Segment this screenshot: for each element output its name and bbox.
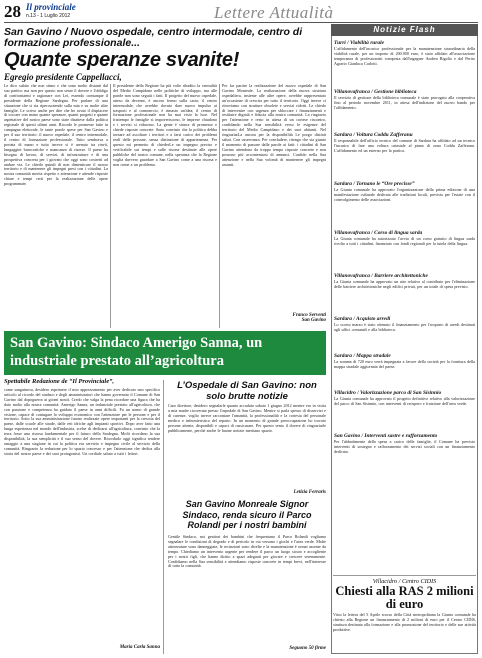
news-body: La Giunta comunale ha approvato l'organizzazione della prima edizione di una manifestazione culturale dedicata alle tradizioni locali, prevista per l'estate con il coinvolgimento delle associazioni. (334, 188, 475, 202)
sidebar-title: Notizie Flash (331, 24, 478, 36)
article4-body: Gentile Sindaco, noi genitori dei bambini che frequentano il Parco Rolandi vogliamo segnalare le condizioni di degrado e di pericolo in cui versano i giochi e l'area verde. Molte attrezzature sono danneggiate, le recinzioni sono divelte e la manutenzione è ormai assente da tempo. Chiediamo un intervento urgente per rendere il parco un luogo sicuro e accogliente per i nostri figli, che hanno diritto a spazi adeguati per giocare e crescere serenamente. Confidiamo nella Sua sensibilità e attendiamo risposte concrete in tempi brevi, nell'interesse di tutta la comunità. (168, 535, 326, 569)
article2-headline-box (4, 331, 326, 375)
article2-salutation: Spettabile Redazione de “Il Provinciale”, (4, 378, 114, 385)
news-heading: Sardara / Acquisto arredi (334, 316, 391, 322)
article2-headline: San Gavino: Sindaco Amerigo Sanna, un industriale prestato all’agricoltura (10, 335, 263, 369)
article2-body: come sanguinosa, desidero esprimere il mio apprezzamento per aver dedicato uno specifico articolo al ricordo del sindaco e degli amministratori che hanno governato il Comune di San Gavino dal dopoguerra ai giorni nostri. Credo che valga la pena ricordare una figura che ha dato molto alla nostra comunità: Amerigo Sanna, un industriale prestato all'agricoltura, che con passione e competenza ha guidato il paese in anni difficili. Fu un uomo di grande visione, capace di coniugare lo sviluppo economico con l'attenzione per le persone e per il territorio. Sotto la sua amministrazione furono realizzate opere importanti per la crescita del paese, dalle scuole alle strade, dalle reti idriche agli impianti sportivi. Dopo aver fatto una lunga esperienza nel mondo dell'industria, scelse di dedicarsi all'agricoltura, convinto che la terra fosse una risorsa fondamentale per il futuro della Sardegna. Molti ricordano la sua disponibilità, la sua semplicità e il suo senso del dovere. Ricordarlo oggi significa rendere omaggio a una stagione in cui la politica era servizio e impegno civile al servizio della comunità. Ringrazio la redazione per lo spazio concesso e per l'attenzione che dedica alla storia del nostro paese e dei suoi protagonisti. Un cordiale saluto a tutti i lettori. (4, 388, 160, 456)
feature-kicker: Villacidro / Centro CIDIS (372, 578, 437, 585)
news-body: La Giunta comunale ha autorizzato l'avvio di un corso gratuito di lingua sarda rivolto a tutti i cittadini, finanziato con fondi regionali per la tutela della lingua. (334, 237, 475, 246)
article3-signature: Letizia Ferraris (293, 490, 326, 495)
article3-title: L’Ospedale di San Gavino: non solo brutte notizie (177, 380, 317, 402)
article1-signature-place: San Gavino (301, 318, 326, 323)
news-heading: Sardara / Tornano le “Ore precisse” (334, 181, 415, 187)
column-divider (110, 84, 111, 328)
column-divider (163, 380, 164, 654)
article2-signature: Maria Carla Sanna (119, 645, 160, 650)
page-header (4, 2, 478, 24)
header-rule (4, 22, 478, 23)
article1-kicker: San Gavino / Nuovo ospedale, centro intermodale, centro di formazione professionale... (4, 26, 303, 49)
sidebar-feature (333, 575, 476, 658)
article1-signature-name: Franco Serventi (292, 313, 326, 318)
article1-body-col2: Il presidente della Regione ha più volte ribadito la centralità del Medio Campidano nelle politiche di sviluppo, ma alle parole non sono seguiti i fatti. Il progetto del nuovo ospedale, atteso da decenni, è ancora fermo sulla carta; il centro intermodale, che avrebbe dovuto dare nuovo impulso ai trasporti e al commercio, è rimasto un'idea; il centro di formazione professionale non ha mai visto la luce. Nel frattempo le famiglie si impoveriscono, le imprese chiudono e i servizi si riducono. La gente è stanca di promesse e chiede risposte concrete. Sono convinto che la politica debba tornare ad ascoltare i territori e a farsi carico dei problemi reali delle persone, senza distinzione di appartenenza. Per questo mi permetto di chiederLe un impegno preciso e verificabile sui tempi e sulle risorse destinate alle opere pubbliche del nostro comune, nella speranza che la Regione voglia davvero guardare a San Gavino come a una risorsa e non come a un problema. (113, 84, 217, 167)
news-heading: San Gavino / Interventi sastre e rafforzamento (334, 433, 438, 439)
page-number: 28 (4, 2, 21, 21)
article4-signature: Seguono 50 firme (289, 646, 326, 651)
article1-body-col1: Le dico subito che non stimo e che sono molto distanti dal suo partito: ma non per questo non sento il dovere e l'obbligo di confrontarmi e ragionare con Lei, essendo comunque il presidente della Regione Sardegna. Per parlare di una situazione che si sta ripercuotendo sulla mia e su molte altre famiglie. Le scrivo anche per dire che ho avuto il dispiacere di toccare con mano quante speranze, quanti progetti e quante aspettative del nostro paese sono state disattese dalla politica regionale di questi ultimi anni. Ricordo le promesse fatte in campagna elettorale, le tante parole spese per San Gavino e per il suo territorio: il nuovo ospedale, il centro intermodale, il centro di formazione professionale. Tutto sembrava a portata di mano e tutto invece si è arenato tra rinvii, lungaggini burocratiche e mancanza di risorse. Il paese ha bisogno di lavoro, di servizi, di infrastrutture e di una prospettiva concreta per i giovani che oggi sono costretti ad andare via. Le chiedo quindi di non dimenticare il nostro territorio e di mantenere gli impegni presi con i cittadini. La nostra comunità merita rispetto e attenzione e attende risposte chiare e tempi certi per la realizzazione delle opere programmate. (4, 84, 108, 187)
feature-body: Visto la lettera del 5 Aprile scorso della Città metropolitana la Giunta comunale ha chiesto alla Regione un finanziamento di 2 milioni di euro per il Centro CIDIS, struttura destinata alla formazione e alla promozione del territorio e delle sue attività produttive. (333, 613, 476, 632)
news-heading: Sardara / Mappa stradale (334, 353, 391, 359)
sidebar-news (334, 38, 475, 573)
news-heading: Villacidro / Valorizzazione parco di San Sisinnio (334, 390, 442, 396)
news-body: La somma di 720 euro verrà impegnata a favore della società per la fornitura della mappa stradale aggiornata del paese. (334, 360, 475, 369)
news-heading: Villanovafranca / Gestione biblioteca (334, 89, 417, 95)
article1-signature (222, 313, 326, 323)
article4-title: San Gavino Monreale Signor Sindaco, renda sicuro il Parco Rolandi per i nostri bambini (182, 499, 312, 530)
news-heading: Villanovafranca / Corso di lingua sarda (334, 230, 423, 236)
news-body: Per l'abbattimento della spesa a carico delle famiglie, il Comune ha previsto interventi di sostegno e rafforzamento dei servizi sociali con un finanziamento dedicato. (334, 440, 475, 454)
news-body: Lo scorso marzo è stato ottenuto il finanziamento per l'acquisto di arredi destinati agli uffici comunali e alla biblioteca. (334, 323, 475, 332)
article1-salutation: Egregio presidente Cappellacci, (4, 72, 122, 82)
news-heading: Sardara / Voltura Coddu Zafferanu (334, 132, 413, 138)
masthead-logo: Il provinciale (26, 2, 76, 12)
news-body: Il responsabile dell'ufficio tecnico del comune di Sardara ha affidato ad un tecnico l'incarico di fare una voltura catastale al piano di zona Coddu Zafferanu. L'affidamento ed un esterno per la pratica. (334, 139, 475, 153)
news-body: Il servizio di gestione della biblioteca comunale è stato prorogato alla cooperativa fino al periodo novembre 2011, in attesa dell'indizione del nuovo bando per l'affidamento. (334, 96, 475, 110)
section-title: Lettere Attualità (214, 3, 334, 22)
issue-info: n.13 - 1 Luglio 2012 (26, 13, 71, 19)
news-body: La Giunta comunale ha approvato il progetto definitivo relativo alla valorizzazione del parco di San Sisinnio, con interventi di recupero e fruizione dell'area verde. (334, 397, 475, 406)
article1-body-col3: Per far partire la realizzazione del nuovo ospedale di San Gavino Monreale. La realizzazione della nuova struttura ospedaliera, insieme alle altre opere, avrebbe rappresentato un'occasione di crescita per tutto il territorio. Oggi invece ci ritroviamo con strutture obsolete e servizi ridotti. Le chiedo di intervenire con urgenza per sbloccare i finanziamenti e restituire dignità e fiducia alla nostra comunità. La ringrazio per l'attenzione e resto in attesa di un cortese riscontro, confidando nella Sua sensibilità verso le esigenze del territorio del Medio Campidano e dei suoi abitanti. Nel ringraziarLa ancora per la disponibilità Le porgo distinti saluti. Con osservanza. Per concludere, ritengo che sia giunto il momento di passare dalle parole ai fatti: i cittadini di San Gavino attendono da troppo tempo risposte concrete e non possono più accontentarsi di annunci. Confido nella Sua attenzione e nella Sua volontà di mantenere gli impegni assunti. (222, 84, 326, 167)
article3-body: Caro direttore, desidero segnalarle quanto accaduto sabato 1 giugno 2012 mentre ero in visita a mia madre ricoverata presso l'ospedale di San Gavino. Mentre si parla spesso di disservizi e di carenze, voglio invece raccontare l'umanità, la professionalità e la cortesia del personale medico e infermieristico del reparto. In un momento di grande preoccupazione ho trovato persone attente, disponibili e capaci di rassicurare. Per questo sento il dovere di ringraziarle pubblicamente, perché anche le buone notizie meritano spazio. (168, 404, 326, 433)
feature-title: Chiesti alla RAS 2 milioni di euro (335, 584, 474, 611)
column-divider (219, 84, 220, 328)
news-body: L'affidamento dell'incarico professionale per la manutenzione straordinaria della viabilità rurale, per un importo di 200.000 euro, è stato affidato all'associazione temporanea di professionisti composta dall'ingegner Andrea Bigolio e dal Perito Agrario Gianluca Carlotti. (334, 47, 475, 66)
news-heading: Turri / Viabilità rurale (334, 40, 384, 46)
news-body: La Giunta comunale ha approvato un atto relativo al contributo per l'eliminazione delle barriere architettoniche negli edifici privati, per un totale di spesa previsto. (334, 280, 475, 289)
news-heading: Villanovafranca / Barriere architettoniche (334, 273, 428, 279)
article1-title: Quante speranze svanite! (4, 49, 240, 71)
